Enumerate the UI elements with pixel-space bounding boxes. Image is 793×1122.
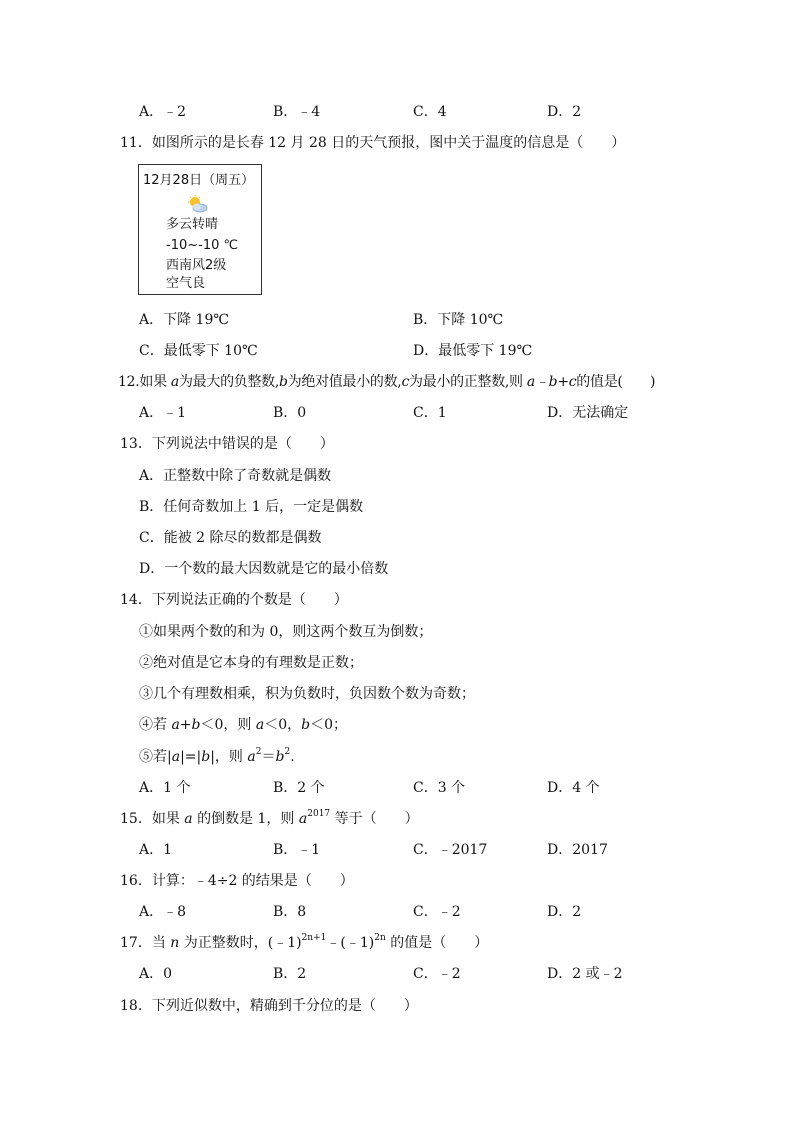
q14-s5-exponent: 2 (255, 747, 262, 758)
q12-option-d[interactable]: D．无法确定 (547, 405, 629, 421)
q17-stem-text: 为正整数时，(﹣1) (179, 935, 302, 951)
q16-option-d[interactable]: D．2 (547, 904, 582, 920)
q17-exponent: 2n+1 (301, 933, 327, 944)
partly-cloudy-sun-icon (187, 195, 209, 213)
q10-option-c[interactable]: C．4 (413, 104, 447, 120)
q14-s4-text: ＜0， (264, 717, 302, 733)
q11-option-d[interactable]: D．最低零下 19℃ (413, 343, 533, 359)
q17-stem-text: 17．当 (120, 935, 171, 951)
q14-s5-var-b: b (275, 749, 285, 765)
q11-option-a[interactable]: A．下降 19℃ (139, 312, 230, 328)
q15-var-a: a (298, 811, 308, 827)
weather-condition: 多云转晴 (166, 217, 219, 232)
q12-stem-text: 为最小的正整数,则 (409, 374, 527, 390)
q14-stem: 14．下列说法正确的个数是（ ） (120, 592, 348, 608)
q17-stem-text: 的值是（ ） (385, 935, 489, 951)
q16-stem: 16．计算：﹣4÷2 的结果是（ ） (120, 873, 354, 889)
weather-air-quality: 空气良 (166, 276, 206, 291)
q16-option-b[interactable]: B．8 (273, 904, 307, 920)
q15-option-b[interactable]: B．﹣1 (273, 842, 321, 858)
q15-option-a[interactable]: A．1 (139, 842, 173, 858)
q14-s5-text: |=| (180, 749, 202, 765)
q14-statement-3: ③几个有理数相乘，积为负数时，负因数个数为奇数； (139, 686, 475, 702)
q16-option-c[interactable]: C．﹣2 (413, 904, 461, 920)
q14-s4-text: ＜0； (310, 717, 348, 733)
q10-option-a[interactable]: A．﹣2 (139, 104, 187, 120)
q12-option-c[interactable]: C．1 (413, 405, 447, 421)
q14-option-c[interactable]: C．3 个 (413, 780, 466, 796)
q14-s4-text: ④若 (139, 717, 172, 733)
q15-stem-text: 的倒数是 1，则 (192, 811, 299, 827)
q12-stem-text: 的值是( ) (576, 374, 656, 390)
q12-option-a[interactable]: A．﹣1 (139, 405, 187, 421)
q14-s5-var-a: a (171, 749, 181, 765)
weather-temperature: -10~-10 ℃ (166, 238, 239, 253)
weather-wind: 西南风2级 (166, 258, 227, 273)
q11-option-c[interactable]: C．最低零下 10℃ (139, 343, 258, 359)
q14-statement-5 (139, 748, 295, 766)
q15-var-a: a (184, 811, 193, 827)
q14-s4-var-a: a (255, 717, 265, 733)
q14-statement-1: ①如果两个数的和为 0，则这两个数互为倒数； (139, 624, 433, 640)
q12-stem (118, 373, 655, 391)
q12-stem-text: 为最大的负整数, (178, 374, 280, 390)
q15-exponent: 2017 (307, 809, 331, 820)
q14-option-a[interactable]: A．1 个 (139, 780, 191, 796)
q14-s4-text: ＜0，则 (200, 717, 256, 733)
q14-s5-var-b: b (201, 749, 211, 765)
q15-stem (120, 810, 419, 828)
q11-option-b[interactable]: B．下降 10℃ (413, 312, 504, 328)
q13-stem: 13．下列说法中错误的是（ ） (120, 436, 334, 452)
q13-option-b[interactable]: B．任何奇数加上 1 后，一定是偶数 (139, 499, 364, 515)
q12-stem-text: 12.如果 (118, 374, 171, 390)
q14-statement-4 (139, 716, 347, 734)
q11-stem: 11．如图所示的是长春 12 月 28 日的天气预报，图中关于温度的信息是（ ） (120, 135, 626, 151)
q14-s5-text: ⑤若| (139, 749, 172, 765)
q15-stem-text: 15．如果 (120, 811, 185, 827)
q17-stem-text: ﹣(﹣1) (326, 935, 375, 951)
q14-statement-2: ②绝对值是它本身的有理数是正数； (139, 655, 363, 671)
q12-var-b: b (279, 374, 288, 390)
q10-option-b[interactable]: B．﹣4 (273, 104, 321, 120)
q10-option-d[interactable]: D．2 (547, 104, 582, 120)
q14-s5-text: |，则 (210, 749, 248, 765)
q15-option-d[interactable]: D．2017 (547, 842, 608, 858)
q13-option-d[interactable]: D．一个数的最大因数就是它的最小倍数 (139, 561, 389, 577)
q14-s5-exponent: 2 (284, 747, 291, 758)
q14-s5-text: ＝ (261, 749, 276, 765)
q14-s4-expr: a+b (171, 717, 201, 733)
q12-expression: a﹣b+c (526, 374, 577, 390)
q18-stem: 18．下列近似数中，精确到千分位的是（ ） (120, 998, 418, 1014)
q14-s5-var-a: a (247, 749, 256, 765)
q17-option-d[interactable]: D．2 或﹣2 (547, 966, 623, 982)
q14-option-b[interactable]: B．2 个 (273, 780, 325, 796)
q12-var-a: a (170, 374, 179, 390)
q17-option-a[interactable]: A．0 (139, 966, 173, 982)
weather-forecast-card (138, 164, 262, 295)
q17-option-b[interactable]: B．2 (273, 966, 307, 982)
q15-stem-text: 等于（ ） (330, 811, 419, 827)
q12-option-b[interactable]: B．0 (273, 405, 307, 421)
q15-option-c[interactable]: C．﹣2017 (413, 842, 488, 858)
q17-option-c[interactable]: C．﹣2 (413, 966, 461, 982)
q17-var-n: n (170, 935, 180, 951)
weather-date: 12月28日（周五） (143, 173, 255, 188)
q14-s5-text: . (290, 749, 295, 765)
q14-option-d[interactable]: D．4 个 (547, 780, 600, 796)
q17-stem (120, 934, 488, 952)
q12-stem-text: 为绝对值最小的数, (287, 374, 402, 390)
q13-option-a[interactable]: A．正整数中除了奇数就是偶数 (139, 468, 332, 484)
q12-var-c: c (401, 374, 409, 390)
q16-option-a[interactable]: A．﹣8 (139, 904, 187, 920)
q17-exponent: 2n (374, 933, 386, 944)
q14-s4-var-b: b (301, 717, 311, 733)
q13-option-c[interactable]: C．能被 2 除尽的数都是偶数 (139, 530, 322, 546)
